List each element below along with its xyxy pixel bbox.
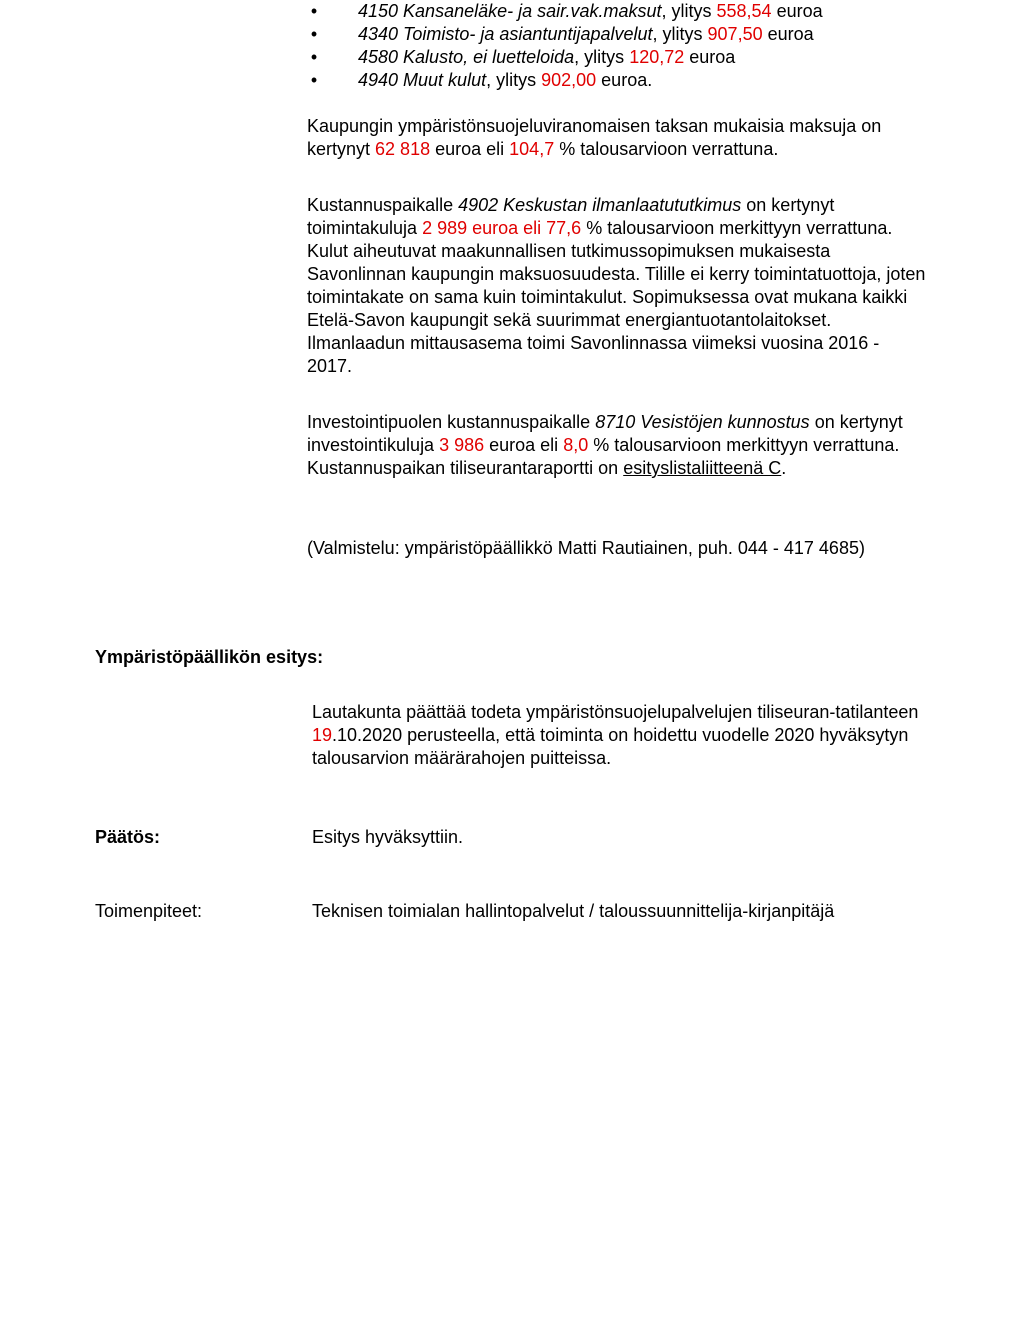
cost-center-name: 8710 Vesistöjen kunnostus bbox=[595, 412, 810, 432]
account-name: 4940 Muut kulut bbox=[358, 70, 487, 90]
actions-label: Toimenpiteet: bbox=[95, 901, 203, 921]
operating-costs-amount: 2 989 euroa eli 77,6 bbox=[422, 218, 582, 238]
proposal-heading: Ympäristöpäällikön esitys: bbox=[95, 647, 324, 667]
account-name: 4150 Kansaneläke- ja sair.vak.maksut bbox=[358, 1, 662, 21]
investment-amount: 3 986 bbox=[439, 435, 485, 455]
air-quality-paragraph: Kustannuspaikalle 4902 Keskustan ilmanlaatututkimus on kertynyt toimintakuluja 2 989 euroa eli 77,6 % talousarvioon merkittyyn verrattuna. Kulut aiheutuvat maakunnallisen tutkimussopimuksen mukaisesta Savonlinnan kaupungin maksuosuudesta. Tilille ei kerry toimintatuottoja, joten toimintakate on sama kuin toimintakulut. Sopimuksessa ovat mukana kaikki Etelä-Savon kaupungit sekä suurimmat energiantuotantolaitokset. Ilmanlaadun mittausasema toimi Savonlinnassa viimeksi vuosina 2016 - 2017. bbox=[307, 195, 926, 376]
expense-overrun-list bbox=[307, 0, 947, 92]
overrun-amount: 558,54 bbox=[716, 1, 772, 21]
actions-text: Teknisen toimialan hallintopalvelut / taloussuunnittelija-kirjanpitäjä bbox=[312, 901, 835, 921]
list-item: • 4340 Toimisto- ja asiantuntijapalvelut, ylitys 907,50 euroa bbox=[307, 23, 947, 46]
fees-amount: 62 818 bbox=[375, 139, 431, 159]
list-item: • 4580 Kalusto, ei luetteloida, ylitys 120,72 euroa bbox=[307, 46, 947, 69]
account-name: 4580 Kalusto, ei luetteloida bbox=[358, 47, 575, 67]
investment-percent: 8,0 bbox=[563, 435, 589, 455]
list-item: • 4150 Kansaneläke- ja sair.vak.maksut, ylitys 558,54 euroa bbox=[307, 0, 947, 23]
proposal-text: Lautakunta päättää todeta ympäristönsuojelupalvelujen tiliseuran-tatilanteen 19.10.2020 perusteella, että toiminta on hoidettu vuodelle 2020 hyväksytyn talousarvion määrärahojen puitteissa. bbox=[312, 702, 919, 768]
investment-paragraph: Investointipuolen kustannuspaikalle 8710 Vesistöjen kunnostus on kertynyt investointikuluja 3 986 euroa eli 8,0 % talousarvioon merkittyyn verrattuna. Kustannuspaikan tiliseurantaraportti on esityslistaliitteenä C. bbox=[307, 412, 903, 478]
account-name: 4340 Toimisto- ja asiantuntijapalvelut bbox=[358, 24, 653, 44]
attachment-link[interactable]: esityslistaliitteenä C bbox=[623, 458, 782, 478]
fees-percent: 104,7 bbox=[509, 139, 555, 159]
decision-text: Esitys hyväksyttiin. bbox=[312, 827, 464, 847]
fees-paragraph: Kaupungin ympäristönsuojeluviranomaisen taksan mukaisia maksuja on kertynyt 62 818 euroa eli 104,7 % talousarvioon verrattuna. bbox=[307, 116, 882, 159]
cost-center-name: 4902 Keskustan ilmanlaatututkimus bbox=[458, 195, 742, 215]
overrun-amount: 907,50 bbox=[707, 24, 763, 44]
preparer-note: (Valmistelu: ympäristöpäällikkö Matti Rautiainen, puh. 044 - 417 4685) bbox=[307, 538, 865, 558]
bullet-icon: • bbox=[310, 70, 318, 90]
overrun-amount: 902,00 bbox=[541, 70, 597, 90]
date-highlight: 19 bbox=[312, 725, 333, 745]
decision-label: Päätös: bbox=[95, 827, 161, 847]
bullet-icon: • bbox=[310, 47, 318, 67]
overrun-amount: 120,72 bbox=[629, 47, 685, 67]
list-item: • 4940 Muut kulut, ylitys 902,00 euroa. bbox=[307, 69, 947, 92]
bullet-icon: • bbox=[310, 24, 318, 44]
bullet-icon: • bbox=[310, 1, 318, 21]
